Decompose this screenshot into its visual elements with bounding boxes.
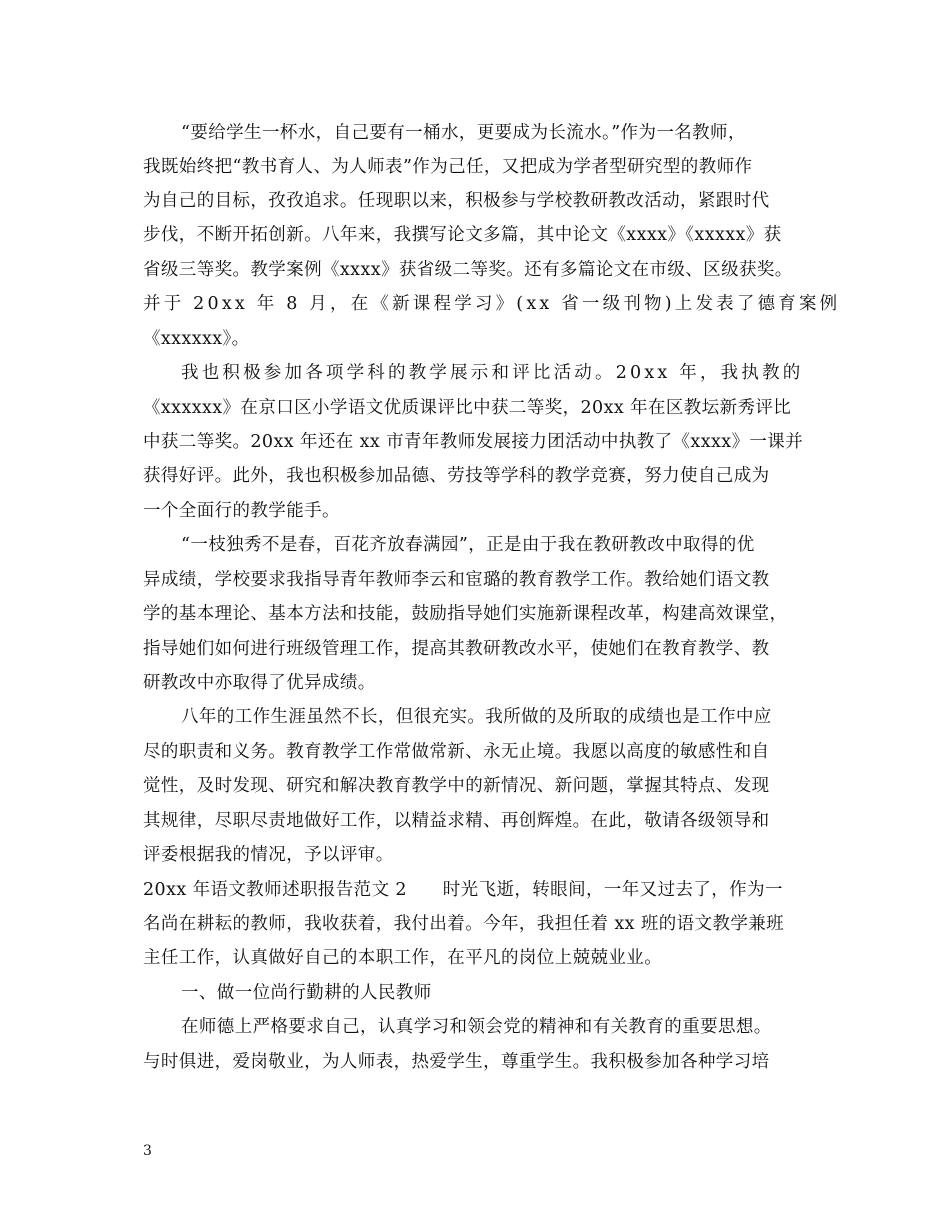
paragraph-5-line-3: 主任工作，认真做好自己的本职工作，在平凡的岗位上兢兢业业。 [143, 948, 663, 968]
paragraph-6-line-2: 与时俱进，爱岗敬业，为人师表，热爱学生，尊重学生。我积极参加各种学习培 [143, 1052, 770, 1072]
paragraph-1-line-3: 为自己的目标，孜孜追求。任现职以来，积极参与学校教研教改活动，紧跟时代 [143, 191, 770, 211]
paragraph-4-line-5: 评委根据我的情况，予以评审。 [143, 845, 394, 865]
paragraph-2-line-1: 我也积极参加各项学科的教学展示和评比活动。20xx 年，我执教的 [181, 363, 804, 383]
paragraph-1-line-2: 我既始终把“教书育人、为人师表”作为己任，又把成为学者型研究型的教师作 [143, 157, 753, 177]
page-number: 3 [143, 1143, 152, 1159]
paragraph-3-line-4: 指导她们如何进行班级管理工作，提高其教研教改水平，使她们在教育教学、教 [143, 639, 770, 659]
paragraph-6-line-1: 在师德上严格要求自己，认真学习和领会党的精神和有关教育的重要思想。 [181, 1017, 772, 1037]
paragraph-3-line-3: 学的基本理论、基本方法和技能，鼓励指导她们实施新课程改革，构建高效课堂， [143, 604, 788, 624]
paragraph-4-line-4: 其规律，尽职尽责地做好工作，以精益求精、再创辉煌。在此，敬请各级领导和 [143, 811, 770, 831]
paragraph-3-line-1: “一枝独秀不是春，百花齐放春满园”，正是由于我在教研教改中取得的优 [181, 535, 755, 555]
paragraph-1-line-6: 并于 20xx 年 8 月，在《新课程学习》(xx 省一级刊物)上发表了德育案例 [143, 294, 841, 314]
paragraph-3-line-2: 异成绩，学校要求我指导青年教师李云和宦璐的教育教学工作。教给她们语文教 [143, 570, 770, 590]
paragraph-2-line-5: 一个全面行的教学能手。 [143, 501, 340, 521]
paragraph-3-line-5: 研教改中亦取得了优异成绩。 [143, 673, 376, 693]
paragraph-1-line-7: 《xxxxxx》。 [143, 329, 250, 349]
paragraph-5-line-2: 名尚在耕耘的教师，我收获着，我付出着。今年，我担任着 xx 班的语文教学兼班 [143, 914, 785, 934]
paragraph-2-line-2: 《xxxxxx》在京口区小学语文优质课评比中获二等奖，20xx 年在区教坛新秀评比 [143, 398, 792, 418]
paragraph-1-line-5: 省级三等奖。教学案例《xxxx》获省级二等奖。还有多篇论文在市级、区级获奖。 [143, 260, 793, 280]
paragraph-4-line-1: 八年的工作生涯虽然不长，但很充实。我所做的及所取的成绩也是工作中应 [181, 707, 772, 727]
subheading-line: 一、做一位尚行勤耕的人民教师 [181, 983, 432, 1003]
paragraph-1-line-4: 步伐，不断开拓创新。八年来，我撰写论文多篇，其中论文《xxxx》《xxxxx》获 [143, 225, 782, 245]
paragraph-2-line-3: 中获二等奖。20xx 年还在 xx 市青年教师发展接力团活动中执教了《xxxx》一课并 [143, 432, 804, 452]
paragraph-4-line-2: 尽的职责和义务。教育教学工作常做常新、永无止境。我愿以高度的敏感性和自 [143, 742, 770, 762]
paragraph-1-line-1: “要给学生一杯水，自己要有一桶水，更要成为长流水。”作为一名教师， [181, 123, 746, 143]
section-heading-line: 20xx 年语文教师述职报告范文 2 时光飞逝，转眼间，一年又过去了，作为一 [143, 880, 783, 900]
paragraph-2-line-4: 获得好评。此外，我也积极参加品德、劳技等学科的教学竞赛，努力使自己成为 [143, 466, 770, 486]
paragraph-4-line-3: 觉性，及时发现、研究和解决教育教学中的新情况、新问题，掌握其特点、发现 [143, 776, 770, 796]
